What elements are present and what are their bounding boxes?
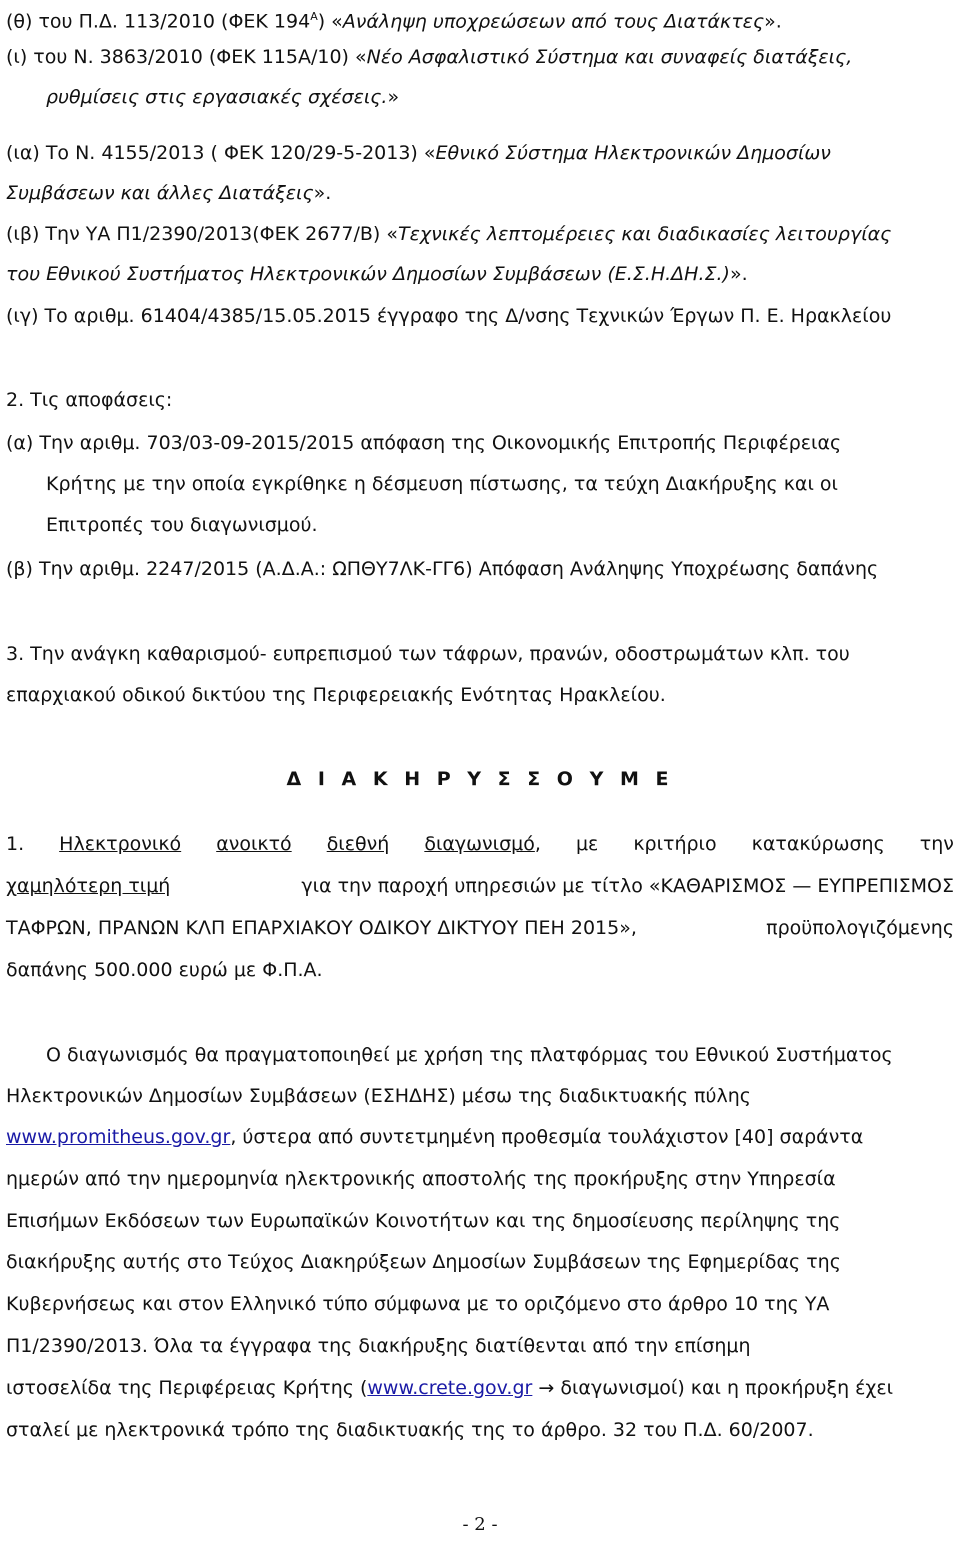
clause-theta	[6, 5, 782, 33]
clause-title: Συμβάσεων και άλλες Διατάξεις	[6, 182, 314, 204]
crete-link[interactable]: www.crete.gov.gr	[367, 1377, 533, 1399]
tender-title-end: ΤΑΦΡΩΝ, ΠΡΑΝΩΝ ΚΛΠ ΕΠΑΡΧΙΑΚΟΥ ΟΔΙΚΟΥ ΔΙΚΤΥΟΥ ΠΕΗ 2015»,	[6, 917, 637, 939]
tender-word: με	[575, 833, 599, 855]
procedure-text: , ύστερα από συντετμημένη προθεσμία τουλάχιστον [40] σαράντα	[230, 1126, 864, 1148]
clause-text: (ι) του Ν. 3863/2010 (ΦΕΚ 115Α/10) «	[6, 46, 367, 68]
clause-ib-cont	[6, 262, 748, 286]
clause-ia-cont	[6, 181, 331, 205]
clause-iota	[6, 45, 852, 69]
procedure-text: ιστοσελίδα της Περιφέρειας Κρήτης (	[6, 1377, 368, 1399]
clause-text: ».	[313, 182, 332, 204]
procedure-text: διαγωνισμοί) και η προκήρυξη έχει	[560, 1377, 894, 1399]
tender-line	[6, 832, 954, 856]
clause-text: (ιβ) Την ΥΑ Π1/2390/2013(ΦΕΚ 2677/Β) «	[6, 223, 398, 245]
page-number: - 2 -	[462, 1514, 498, 1535]
tender-word: διεθνή	[326, 833, 390, 855]
tender-title-start: για την παροχή υπηρεσιών με τίτλο «ΚΑΘΑΡΙΣΜΟΣ — ΕΥΠΡΕΠΙΣΜΟΣ	[301, 875, 954, 897]
superscript: Α	[310, 10, 318, 23]
clause-text: (θ) του Π.Δ. 113/2010 (ΦΕΚ 194	[6, 10, 311, 33]
tender-word: κριτήριο	[633, 833, 717, 855]
tender-word: την	[919, 833, 954, 855]
tender-line	[6, 916, 954, 940]
procedure-paragraph: σταλεί με ηλεκτρονικά τρόπο της διαδικτυακής της το άρθρο. 32 του Π.Δ. 60/2007.	[6, 1419, 814, 1441]
clause-title: του Εθνικού Συστήματος Ηλεκτρονικών Δημοσίων Συμβάσεων (Ε.Σ.Η.ΔΗ.Σ.)	[6, 263, 730, 285]
procedure-paragraph: Ηλεκτρονικών Δημοσίων Συμβάσεων (ΕΣΗΔΗΣ) μέσω της διαδικτυακής πύλης	[6, 1085, 751, 1107]
procedure-paragraph	[6, 1376, 893, 1400]
decision-a: (α) Την αριθμ. 703/03-09-2015/2015 απόφαση της Οικονομικής Επιτροπής Περιφέρειας	[6, 432, 842, 454]
tender-word: Ηλεκτρονικό	[59, 833, 182, 855]
punctuation: ,	[534, 833, 541, 855]
decision-b: (β) Την αριθμ. 2247/2015 (Α.Δ.Α.: ΩΠΘΥ7ΛΚ-ΓΓ6) Απόφαση Ανάληψης Υποχρέωσης δαπάνης	[6, 558, 879, 580]
clause-text: (ια) Το Ν. 4155/2013 ( ΦΕΚ 120/29-5-2013) «	[6, 142, 436, 164]
procedure-paragraph: Κυβερνήσεως και στον Ελληνικό τύπο σύμφωνα με το οριζόμενο στο άρθρο 10 της ΥΑ	[6, 1293, 830, 1315]
clause-ib	[6, 222, 891, 246]
tender-word: διαγωνισμό	[424, 833, 535, 855]
procedure-paragraph: Επισήμων Εκδόσεων των Ευρωπαϊκών Κοινοτήτων και της δημοσίευσης περίληψης της	[6, 1210, 841, 1232]
clause-title: Τεχνικές λεπτομέρειες και διαδικασίες λειτουργίας	[398, 223, 892, 245]
decisions-heading: 2. Τις αποφάσεις:	[6, 389, 173, 411]
tender-budget: δαπάνης 500.000 ευρώ με Φ.Π.Α.	[6, 959, 323, 981]
decision-a-cont: Επιτροπές του διαγωνισμού.	[46, 514, 318, 536]
clause-iota-cont	[46, 85, 399, 109]
need-item-cont: επαρχιακού οδικού δικτύου της Περιφερειακής Ενότητας Ηρακλείου.	[6, 684, 666, 706]
item-number: 1.	[6, 833, 25, 855]
clause-text: ».	[729, 263, 748, 285]
clause-title: Εθνικό Σύστημα Ηλεκτρονικών Δημοσίων	[435, 142, 831, 164]
award-criterion: χαμηλότερη τιμή	[6, 875, 171, 897]
clause-ig: (ιγ) Το αριθμ. 61404/4385/15.05.2015 έγγραφο της Δ/νσης Τεχνικών Έργων Π. Ε. Ηρακλείου	[6, 305, 892, 327]
procedure-paragraph: διακήρυξης αυτής στο Τεύχος Διακηρύξεων Δημοσίων Συμβάσεων της Εφημερίδας της	[6, 1251, 841, 1273]
procedure-paragraph: Π1/2390/2013. Όλα τα έγγραφα της διακήρυξης διατίθενται από την επίσημη	[6, 1335, 751, 1357]
decision-a-cont: Κρήτης με την οποία εγκρίθηκε η δέσμευση πίστωσης, τα τεύχη Διακήρυξης και οι	[46, 473, 838, 495]
clause-title: ρυθμίσεις στις εργασιακές σχέσεις.	[46, 86, 388, 108]
procedure-paragraph: Ο διαγωνισμός θα πραγματοποιηθεί με χρήση της πλατφόρμας του Εθνικού Συστήματος	[46, 1044, 893, 1066]
need-item: 3. Την ανάγκη καθαρισμού- ευπρεπισμού των τάφρων, πρανών, οδοστρωμάτων κλπ. του	[6, 643, 850, 665]
announcement-heading: Δ Ι Α Κ Η Ρ Υ Σ Σ Ο Υ Μ Ε	[286, 768, 674, 790]
promitheus-link[interactable]: www.promitheus.gov.gr	[6, 1126, 231, 1148]
tender-word: ανοικτό	[216, 833, 292, 855]
tender-word: κατακύρωσης	[751, 833, 885, 855]
tender-budget-label: προϋπολογιζόμενης	[766, 917, 954, 939]
clause-title: Νέο Ασφαλιστικό Σύστημα και συναφείς διατάξεις,	[366, 46, 853, 68]
clause-ia	[6, 141, 831, 165]
procedure-paragraph	[6, 1125, 863, 1149]
clause-text: ) «	[317, 10, 343, 33]
clause-text: »	[387, 86, 400, 108]
clause-text: ».	[764, 10, 782, 33]
clause-title: Ανάληψη υποχρεώσεων από τους Διατάκτες	[342, 10, 765, 33]
arrow-icon: →	[538, 1377, 555, 1399]
procedure-paragraph: ημερών από την ημερομηνία ηλεκτρονικής αποστολής της προκήρυξης στην Υπηρεσία	[6, 1168, 836, 1190]
tender-line	[6, 874, 954, 898]
